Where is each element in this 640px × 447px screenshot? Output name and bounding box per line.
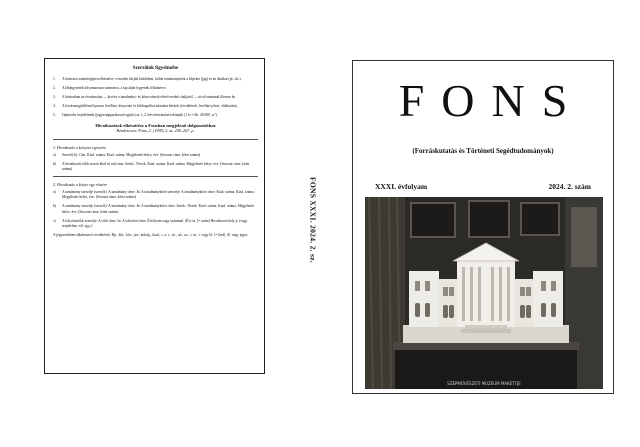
guideline-item: 4. A forrásmegjelölésnél pontos levéltári, könyvtári és bibliográfiai adatokat kérünk (rövidítések, levéltári jelzet, oldalszám).	[53, 104, 238, 109]
divider	[53, 139, 258, 140]
issue-label: 2024. 2. szám	[548, 182, 591, 191]
guidelines-list	[53, 77, 258, 118]
museum-model-photo	[365, 197, 603, 389]
photo-caption: SZÉPMŰVÉSZETI MÚZEUM MAKETTJE	[447, 381, 521, 386]
citation-item: c) A folyóiratcikk szerzője: A cikk címe. In: A folyóirat címe, Évfolyam vagy számmal. (Év) sz. [= szám] Hivatkozott hely p. (vagy terjedelem -tól–ig p.)	[53, 218, 248, 228]
journal-title: FONS	[398, 75, 585, 126]
citation-item: a) A tanulmány szerzője (szerzői): A tanulmány címe. In: A tanulmánykötet szerzője: A tanulmánykötet címe. Kiad. száma. Kiad. száma. Megjelenés helye, éve. (Sorozat címe, kötet száma)	[53, 190, 255, 200]
spine	[296, 44, 330, 396]
cover-photo	[365, 197, 603, 389]
part-citation-heading: 2. Hivatkozás a könyv egy részére	[53, 182, 108, 188]
book-citation-heading: 1. Hivatkozás a könyvre egészére	[53, 144, 106, 150]
guideline-item: 3. A kéziratban az évszámokat — kivéve a tanulmány- és könyvcímek eltérő eredeti alakjáról — rövid számmal illessze be.	[53, 95, 237, 100]
front-cover	[352, 60, 614, 394]
part-citation-list	[53, 190, 258, 229]
guideline-item: 1. A kéziratot számítógépen elkészítve, e-mailen kérjük beküldeni, külön tanulmányként a képeket (jpg) és an ábrákat (pl. xls.).	[53, 77, 242, 82]
back-cover	[22, 44, 280, 396]
spine-text: FONS XXXI. 2024. 2. sz.	[308, 176, 318, 264]
divider	[53, 176, 258, 177]
guidelines-title: Szerzőink figyelmébe	[132, 66, 179, 71]
volume-label: XXXI. évfolyam	[375, 182, 428, 191]
author-guidelines-box	[44, 58, 265, 374]
citation-item: b) A hivatkozott több szerző által írt mű címe. Szerk.: Nevek. Kiad. száma. Kiad. száma. Megjelenés helye, éve. (Sorozat címe, kötet száma)	[53, 161, 250, 172]
book-citation-list	[53, 153, 258, 172]
guideline-item: 2. A lábjegyzetek folyamatosan számozva, a lap alján legyenek feltüntetve.	[53, 86, 167, 91]
citation-item: b) A tanulmány szerzője (szerzői): A tanulmány címe. In: A tanulmánykötet címe. Szerk.: Nevek. Kiad. száma. Kiad. száma. Megjelenés helye, éve. (Sorozat címe, kötet száma)	[53, 204, 255, 214]
guideline-item: 5. Optimális terjedelmük (jegyzetapparátussal együtt) az 1–2 íves kéziratokat tekintjük (1 ív = kb. 40 000 „n”).	[53, 113, 218, 118]
journal-subtitle: (Forráskutatás és Történeti Segédtudományok)	[412, 147, 554, 155]
citation-section-subtitle: Részletesen: Fons, 2. (1995) 2. sz. 259–267. p.	[116, 127, 195, 133]
citation-item: a) Szerző(-k): Cím. Kiad. száma. Kiad. száma. Megjelenés helye, éve. (Sorozat címe, kötet száma)	[53, 152, 201, 157]
citation-section-title: Hivatkozások elkészítése a Fonsban megjelenő dolgozatokhoz	[95, 122, 216, 128]
abbreviations-note: A jegyzetekben alkalmazott rövidítések: Bp., kiír., köv., jav., átdolg., kiad., s. a. r., vö., uő., uo., i. m., i. vagy ld. [= lásd], ill. vagy jegyz.	[53, 232, 249, 237]
